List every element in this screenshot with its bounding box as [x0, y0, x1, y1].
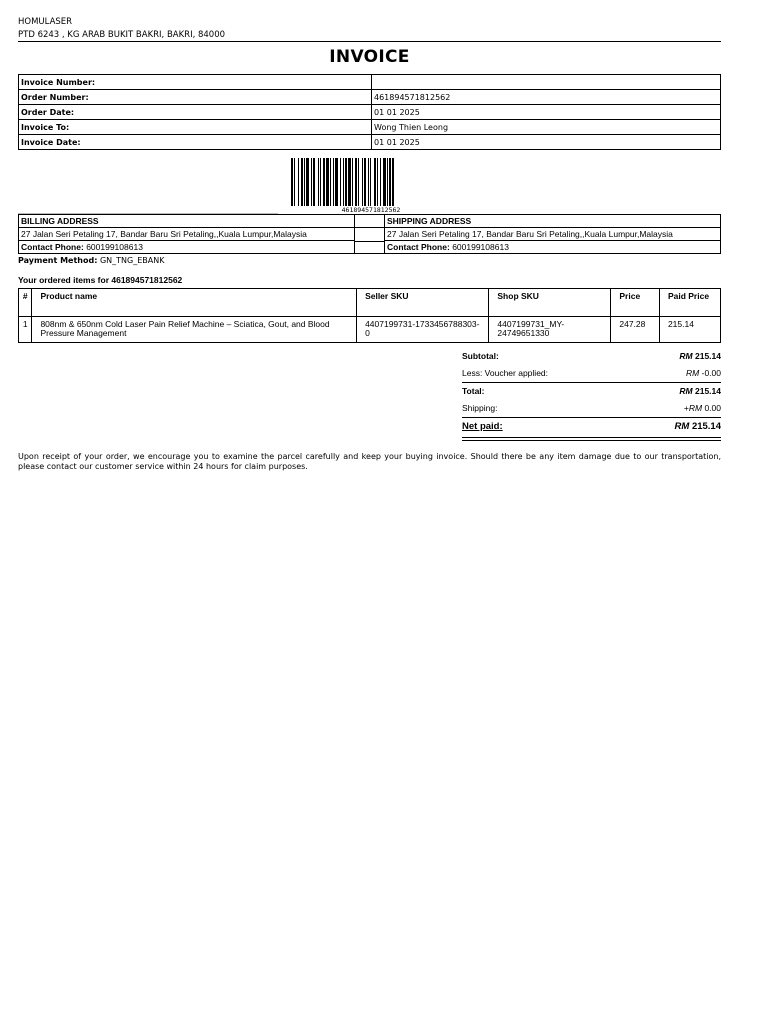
- barcode-bar: [323, 158, 325, 206]
- address-gap: [355, 214, 384, 254]
- barcode-bar: [318, 158, 319, 206]
- barcode-bar: [370, 158, 371, 206]
- item-product: 808nm & 650nm Cold Laser Pain Relief Machine – Sciatica, Gout, and Blood Pressure Management: [32, 317, 357, 343]
- barcode-bar: [326, 158, 329, 206]
- billing-heading: BILLING ADDRESS: [19, 215, 355, 228]
- info-value: 01 01 2025: [372, 105, 721, 120]
- barcode-bar: [335, 158, 338, 206]
- col-header-price: Price: [611, 289, 660, 317]
- info-row: [19, 75, 721, 90]
- total-value: [679, 383, 721, 400]
- net-paid-amount: 215.14: [691, 421, 721, 432]
- item-num: 1: [19, 317, 32, 343]
- info-row: [19, 120, 721, 135]
- barcode-number: 461894571812562: [341, 206, 401, 214]
- company-header: [18, 16, 225, 41]
- info-value: 01 01 2025: [372, 135, 721, 150]
- barcode-bar: [389, 158, 391, 206]
- voucher-label: Less: Voucher applied:: [462, 368, 549, 378]
- barcode-bar: [313, 158, 315, 206]
- payment-label: Payment Method:: [18, 256, 98, 265]
- barcode-bar: [368, 158, 369, 206]
- barcode-bar: [355, 158, 357, 206]
- info-label: Invoice To:: [19, 120, 372, 135]
- shipping-phone: 600199108613: [452, 242, 509, 252]
- barcode-bar: [348, 158, 351, 206]
- shipping-prefix: +: [683, 403, 689, 413]
- total-label: Total:: [462, 386, 485, 396]
- billing-address: 27 Jalan Seri Petaling 17, Bandar Baru Sri Petaling,,Kuala Lumpur,Malaysia: [19, 228, 355, 241]
- shipping-label: Shipping:: [462, 403, 498, 413]
- net-paid-double-rule: [462, 437, 721, 441]
- barcode-bar: [304, 158, 305, 206]
- billing-phone: 600199108613: [86, 242, 143, 252]
- table-row: [19, 317, 721, 343]
- barcode-bar: [383, 158, 386, 206]
- company-name: HOMULASER: [18, 17, 73, 27]
- billing-phone-label: Contact Phone:: [21, 242, 84, 252]
- info-value: Wong Thien Leong: [372, 120, 721, 135]
- barcode-bar: [364, 158, 366, 206]
- barcode-bar: [320, 158, 321, 206]
- currency: RM: [679, 351, 693, 361]
- barcode-bar: [306, 158, 309, 206]
- shipping-phone-cell: [385, 241, 721, 254]
- barcode-image: [291, 158, 451, 206]
- info-label: Order Number:: [19, 90, 372, 105]
- voucher-row: [462, 365, 721, 382]
- currency: RM: [679, 386, 693, 396]
- net-paid-value: [675, 418, 721, 435]
- company-address: PTD 6243 , KG ARAB BUKIT BAKRI, BAKRI, 84000: [18, 29, 226, 40]
- item-seller-sku: 4407199731-1733456788303-0: [357, 317, 489, 343]
- barcode-bar: [294, 158, 295, 206]
- barcode-bar: [301, 158, 303, 206]
- subtotal-label: Subtotal:: [462, 351, 499, 361]
- page-title: INVOICE: [329, 47, 410, 67]
- info-value: 461894571812562: [372, 90, 721, 105]
- barcode-bar: [352, 158, 353, 206]
- barcode-bar: [298, 158, 299, 206]
- items-header-row: [19, 289, 721, 317]
- billing-address-table: [18, 214, 355, 254]
- payment-value: GN_TNG_EBANK: [99, 256, 165, 265]
- voucher-value: [686, 365, 721, 382]
- col-header-shop-sku: Shop SKU: [489, 289, 611, 317]
- billing-phone-cell: [19, 241, 355, 254]
- barcode-bar: [392, 158, 394, 206]
- col-header-product: Product name: [32, 289, 357, 317]
- barcode-bar: [377, 158, 378, 206]
- shipping-address-table: [384, 214, 721, 254]
- col-header-paid-price: Paid Price: [659, 289, 720, 317]
- currency: RM: [686, 368, 700, 378]
- barcode-bar: [387, 158, 388, 206]
- info-value: [372, 75, 721, 90]
- shipping-phone-label: Contact Phone:: [387, 242, 450, 252]
- barcode-bar: [358, 158, 359, 206]
- item-shop-sku: 4407199731_MY-24749651330: [489, 317, 611, 343]
- barcode-bar: [374, 158, 376, 206]
- info-row: [19, 105, 721, 120]
- items-table: [18, 288, 721, 343]
- barcode-bar: [343, 158, 344, 206]
- info-row: [19, 90, 721, 105]
- voucher-amount: -0.00: [701, 368, 721, 378]
- header-divider: [18, 41, 721, 42]
- subtotal-row: [462, 348, 721, 365]
- shipping-amount: 0.00: [704, 403, 721, 413]
- info-label: Invoice Date:: [19, 135, 372, 150]
- total-row: [462, 382, 721, 400]
- barcode-bar: [291, 158, 293, 206]
- item-paid-price: 215.14: [659, 317, 720, 343]
- shipping-value: [684, 400, 721, 417]
- col-header-num: #: [19, 289, 32, 317]
- item-price: 247.28: [611, 317, 660, 343]
- total-amount: 215.14: [695, 386, 721, 396]
- info-row: [19, 135, 721, 150]
- items-title: Your ordered items for 461894571812562: [18, 275, 183, 285]
- col-header-seller-sku: Seller SKU: [357, 289, 489, 317]
- info-label: Order Date:: [19, 105, 372, 120]
- payment-method: [18, 256, 164, 265]
- totals-block: [462, 348, 721, 441]
- shipping-address: 27 Jalan Seri Petaling 17, Bandar Baru Sri Petaling,,Kuala Lumpur,Malaysia: [385, 228, 721, 241]
- subtotal-value: [679, 348, 721, 365]
- barcode-bar: [330, 158, 331, 206]
- shipping-heading: SHIPPING ADDRESS: [385, 215, 721, 228]
- currency: RM: [688, 403, 703, 413]
- net-paid-label: Net paid:: [462, 421, 503, 432]
- info-label: Invoice Number:: [19, 75, 372, 90]
- net-paid-row: [462, 417, 721, 435]
- barcode-bar: [333, 158, 334, 206]
- barcode-bar: [380, 158, 381, 206]
- invoice-info-table: [18, 74, 721, 150]
- subtotal-amount: 215.14: [695, 351, 721, 361]
- footer-note: Upon receipt of your order, we encourage you to examine the parcel carefully and keep your buying invoice. Should there be any item damage due to our transportation, please contact our customer service within 24 hours for claim purposes.: [18, 452, 721, 471]
- shipping-row: [462, 400, 721, 417]
- barcode-bar: [340, 158, 341, 206]
- barcode-bar: [362, 158, 363, 206]
- barcode-bar: [311, 158, 312, 206]
- barcode-bar: [345, 158, 347, 206]
- currency: RM: [674, 421, 690, 432]
